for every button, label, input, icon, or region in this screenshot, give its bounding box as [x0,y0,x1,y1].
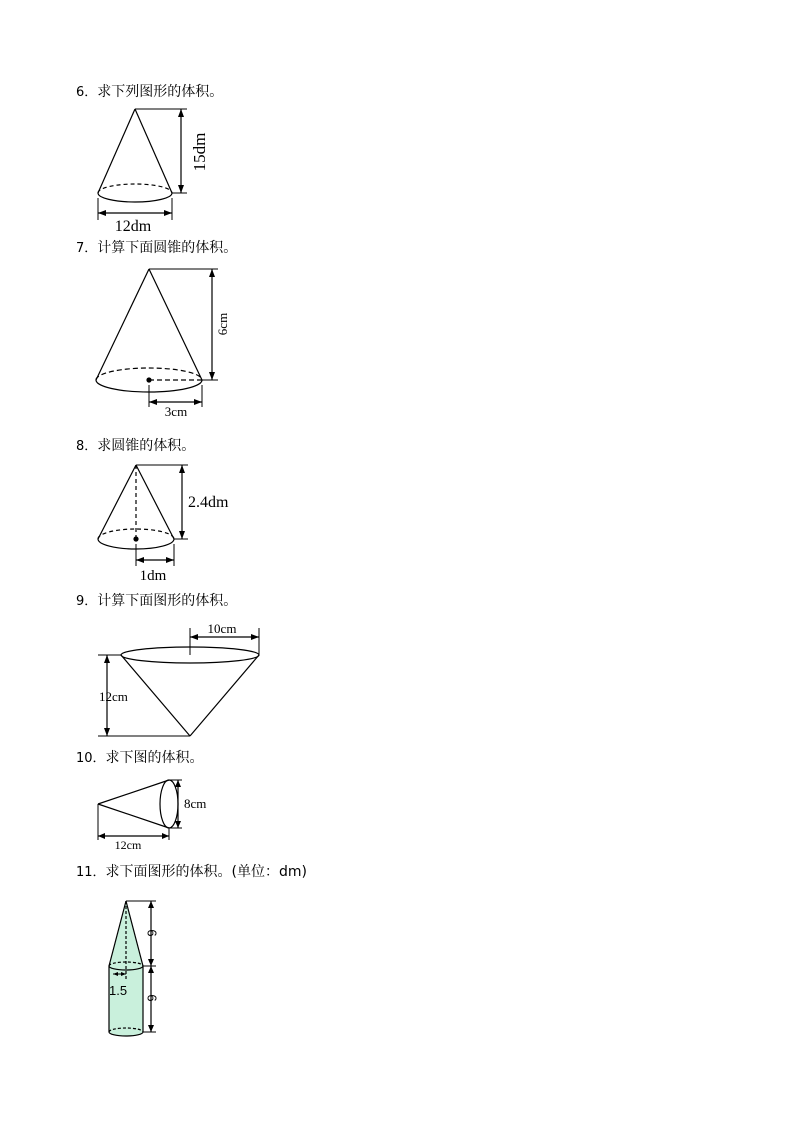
cone-side-right [190,655,259,736]
question-text: 求下图的体积。 [105,750,204,766]
figure-cone-cylinder-11 [100,896,180,1046]
diameter-label: 12dm [114,218,152,235]
question-text: 计算下面图形的体积。 [97,593,238,609]
figure-inverted-cone-9 [90,618,270,742]
question-text: 计算下面圆锥的体积。 [97,240,238,256]
question-number: 10． [76,751,106,766]
radius-label: 1.5 [109,983,128,998]
cone-side-right [149,269,202,380]
question-11 [76,863,307,882]
diameter-label: 8cm [184,796,207,811]
question-number: 7． [76,241,98,256]
figure-cone-7 [90,266,240,422]
question-9 [76,592,237,611]
cone-height-label: 6 [144,929,160,937]
question-10 [76,749,204,768]
height-label: 12cm [99,689,128,704]
cone-base-front [98,193,172,202]
question-text: 求下列图形的体积。 [97,84,224,100]
radius-label: 1dm [139,568,167,584]
figure-cone-8 [90,462,250,586]
cone-side-left [98,465,136,539]
cone-side-right [136,465,174,539]
base-center-dot [133,536,138,541]
question-8 [76,437,195,456]
radius-label: 10cm [207,621,237,636]
cylinder-height-label: 6 [144,994,160,1002]
cone-side-left [96,269,149,380]
question-text: 求圆锥的体积。 [97,438,196,454]
cone-side-left [98,109,135,193]
base-center-dot [146,377,151,382]
height-label: 15dm [189,132,209,172]
question-number: 11． [76,865,106,880]
question-number: 8． [76,439,98,454]
cone-side-bottom [98,804,169,828]
radius-label: 3cm [164,404,188,419]
height-label: 6cm [214,312,230,336]
height-label: 2.4dm [188,494,229,511]
figure-sideways-cone-10 [90,774,230,852]
cone-base-back [98,184,172,193]
cone-side-right [135,109,172,193]
question-number: 9． [76,594,98,609]
cone-side-left [121,655,190,736]
question-number: 6． [76,85,98,100]
cone-side-top [98,780,169,804]
question-7 [76,239,237,258]
height-label: 12cm [114,838,142,852]
figure-cone-6 [90,104,230,234]
cone-base-ellipse [160,780,178,828]
question-6 [76,83,223,102]
question-text: 求下面图形的体积。(单位：dm) [105,864,307,880]
